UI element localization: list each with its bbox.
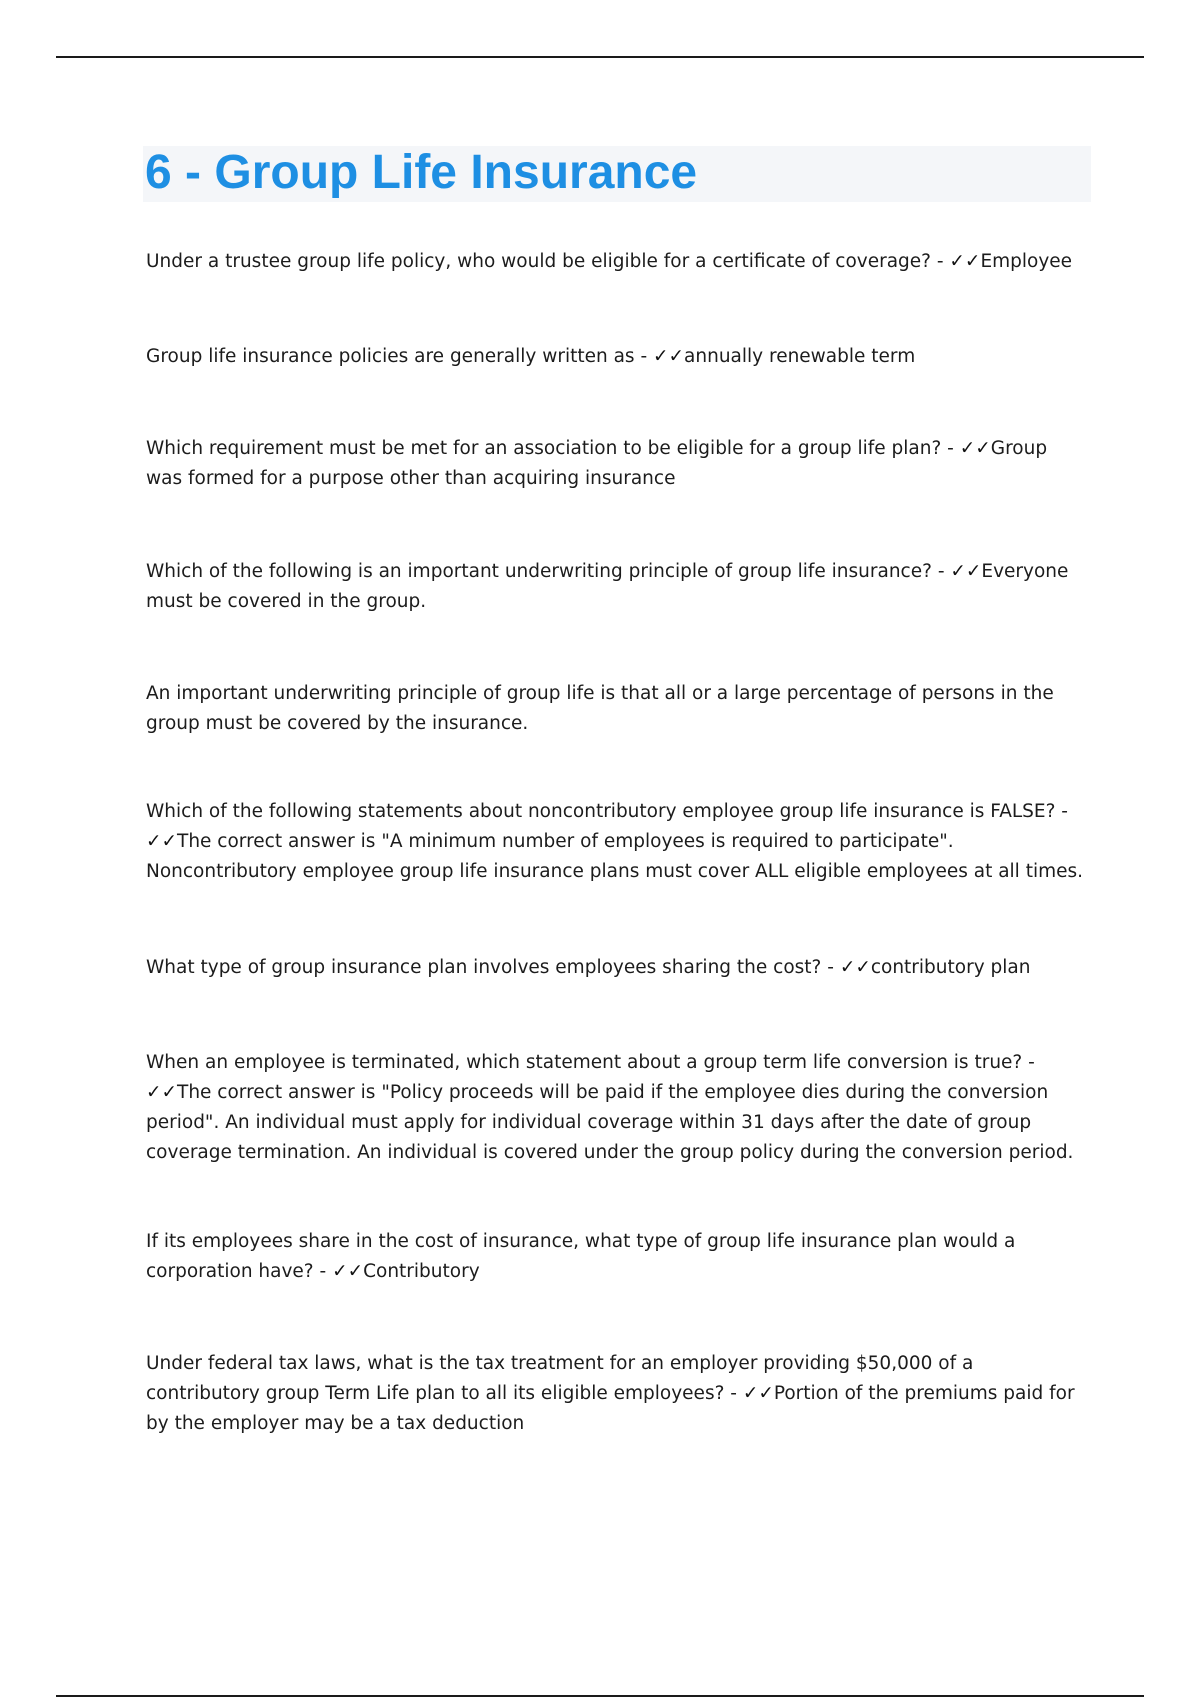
qa-item <box>146 1227 1086 1287</box>
qa-item <box>146 1349 1086 1439</box>
answer-text: Group was formed for a purpose other than acquiring insurance <box>146 438 1048 489</box>
qa-item <box>146 247 1086 277</box>
question-text: Which of the following is an important underwriting principle of group life insurance? - <box>146 561 951 582</box>
check-icon: ✓✓ <box>950 561 982 582</box>
answer-text: The correct answer is "A minimum number of employees is required to participate". Noncontributory employee group life insurance plans must cover ALL eligible employees at all times. <box>146 831 1084 882</box>
answer-text: Employee <box>980 251 1073 272</box>
question-text: Under federal tax laws, what is the tax treatment for an employer providing $50,000 of a contributory group Term Life plan to all its eligible employees? - <box>146 1353 974 1404</box>
qa-item <box>146 953 1086 983</box>
question-text: When an employee is terminated, which statement about a group term life conversion is true? - <box>146 1052 1035 1073</box>
check-icon: ✓✓ <box>146 831 178 852</box>
check-icon: ✓✓ <box>653 346 685 367</box>
answer-text: contributory plan <box>870 957 1031 978</box>
question-text: Which requirement must be met for an association to be eligible for a group life plan? - <box>146 438 960 459</box>
statement-item <box>146 679 1086 739</box>
question-text: If its employees share in the cost of insurance, what type of group life insurance plan would a corporation have? - <box>146 1231 1016 1282</box>
statement-text: An important underwriting principle of group life is that all or a large percentage of persons in the group must be covered by the insurance. <box>146 683 1054 734</box>
bottom-rule <box>56 1695 1144 1697</box>
question-text: What type of group insurance plan involves employees sharing the cost? - <box>146 957 840 978</box>
question-text: Under a trustee group life policy, who would be eligible for a certificate of coverage? - <box>146 251 950 272</box>
check-icon: ✓✓ <box>959 438 991 459</box>
check-icon: ✓✓ <box>332 1261 364 1282</box>
check-icon: ✓✓ <box>949 251 981 272</box>
check-icon: ✓✓ <box>146 1082 178 1103</box>
answer-text: annually renewable term <box>684 346 916 367</box>
qa-item <box>146 434 1086 494</box>
question-text: Which of the following statements about noncontributory employee group life insurance is FALSE? - <box>146 801 1068 822</box>
page-title: 6 - Group Life Insurance <box>145 146 698 199</box>
qa-item <box>146 557 1086 617</box>
check-icon: ✓✓ <box>839 957 871 978</box>
answer-text: The correct answer is "Policy proceeds will be paid if the employee dies during the conversion period". An individual must apply for individual coverage within 31 days after the date of group coverage termination. An individual is covered under the group policy during the conversion period. <box>146 1082 1074 1163</box>
qa-item <box>146 797 1086 887</box>
question-text: Group life insurance policies are generally written as - <box>146 346 654 367</box>
qa-item <box>146 342 1086 372</box>
answer-text: Contributory <box>363 1261 480 1282</box>
check-icon: ✓✓ <box>742 1383 774 1404</box>
qa-item <box>146 1048 1086 1168</box>
top-rule <box>56 56 1144 58</box>
answer-text: Everyone must be covered in the group. <box>146 561 1069 612</box>
answer-text: Portion of the premiums paid for by the employer may be a tax deduction <box>146 1383 1075 1434</box>
